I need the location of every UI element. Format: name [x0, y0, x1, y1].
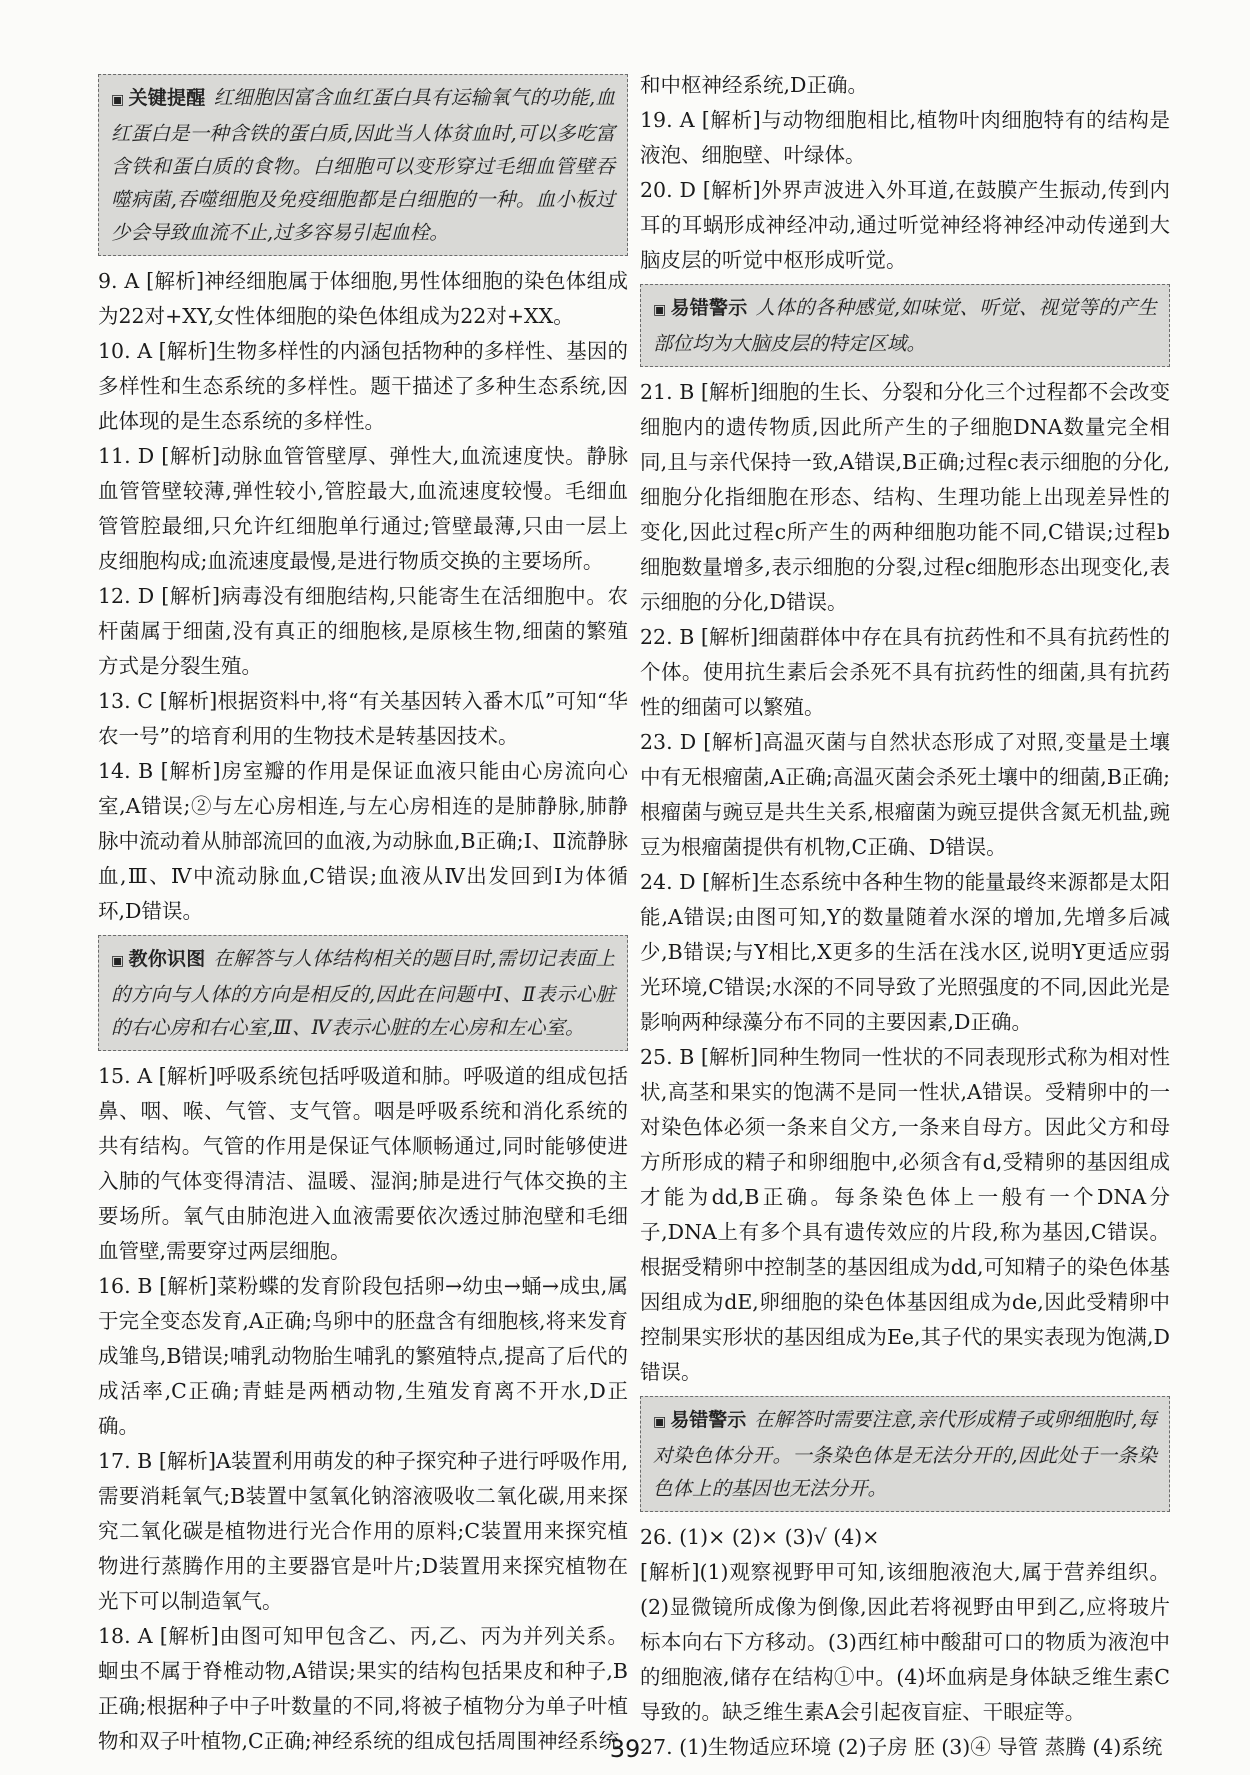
answer-10: 10. A [解析]生物多样性的内涵包括物种的多样性、基因的多样性和生态系统的多样性。题干描述了多种生态系统,因此体现的是生态系统的多样性。 [98, 339, 628, 433]
answer-22: 22. B [解析]细菌群体中存在具有抗药性和不具有抗药性的个体。使用抗生素后会杀死不具有抗药性的细菌,具有抗药性的细菌可以繁殖。 [640, 625, 1170, 719]
answer-19: 19. A [解析]与动物细胞相比,植物叶肉细胞特有的结构是液泡、细胞壁、叶绿体。 [640, 108, 1170, 167]
left-column [98, 68, 628, 1759]
answer-17: 17. B [解析]A装置利用萌发的种子探究种子进行呼吸作用,需要消耗氧气;B装置中氢氧化钠溶液吸收二氧化碳,用来探究二氧化碳是植物进行光合作用的原料;C装置用来探究植物进行蒸腾作用的主要器官是叶片;D装置用来探究植物在光下可以制造氧气。 [98, 1449, 628, 1613]
tip-icon: ▣ [653, 1414, 667, 1430]
tip-label: 教你识图 [128, 948, 206, 970]
tip-icon: ▣ [111, 92, 125, 108]
answer-9: 9. A [解析]神经细胞属于体细胞,男性体细胞的染色体组成为22对+XY,女性体细胞的染色体组成为22对+XX。 [98, 269, 628, 328]
answer-11: 11. D [解析]动脉血管管壁厚、弹性大,血流速度快。静脉血管管壁较薄,弹性较小,管腔最大,血流速度较慢。毛细血管管腔最细,只允许红细胞单行通过;管壁最薄,只由一层上皮细胞构成;血流速度最慢,是进行物质交换的主要场所。 [98, 444, 628, 573]
tip-box-common-mistake-2 [640, 1396, 1170, 1512]
answer-18: 18. A [解析]由图可知甲包含乙、丙,乙、丙为并列关系。蛔虫不属于脊椎动物,A错误;果实的结构包括果皮和种子,B正确;根据种子中子叶数量的不同,将被子植物分为单子叶植物和双子叶植物,C正确;神经系统的组成包括周围神经系统 [98, 1624, 628, 1753]
tip-text: 在解答与人体结构相关的题目时,需切记表面上的方向与人体的方向是相反的,因此在问题中Ⅰ、Ⅱ表示心脏的右心房和右心室,Ⅲ、Ⅳ表示心脏的左心房和左心室。 [111, 947, 615, 1039]
answer-23: 23. D [解析]高温灭菌与自然状态形成了对照,变量是土壤中有无根瘤菌,A正确;高温灭菌会杀死土壤中的细菌,B正确;根瘤菌与豌豆是共生关系,根瘤菌为豌豆提供含氮无机盐,豌豆为根瘤菌提供有机物,C正确、D错误。 [640, 730, 1170, 859]
tip-box-key-reminder [98, 74, 628, 256]
tip-text: 人体的各种感觉,如味觉、听觉、视觉等的产生部位均为大脑皮层的特定区域。 [653, 296, 1157, 355]
answer-16: 16. B [解析]菜粉蝶的发育阶段包括卵→幼虫→蛹→成虫,属于完全变态发育,A正确;鸟卵中的胚盘含有细胞核,将来发育成雏鸟,B错误;哺乳动物胎生哺乳的繁殖特点,提高了后代的成活率,C正确;青蛙是两栖动物,生殖发育离不开水,D正确。 [98, 1274, 628, 1438]
answer-21: 21. B [解析]细胞的生长、分裂和分化三个过程都不会改变细胞内的遗传物质,因此所产生的子细胞DNA数量完全相同,且与亲代保持一致,A错误,B正确;过程c表示细胞的分化,细胞分化指细胞在形态、结构、生理功能上出现差异性的变化,因此过程c所产生的两种细胞功能不同,C错误;过程b细胞数量增多,表示细胞的分裂,过程c细胞形态出现变化,表示细胞的分化,D错误。 [640, 380, 1170, 614]
tip-box-read-diagram [98, 935, 628, 1051]
answer-20: 20. D [解析]外界声波进入外耳道,在鼓膜产生振动,传到内耳的耳蜗形成神经冲动,通过听觉神经将神经冲动传递到大脑皮层的听觉中枢形成听觉。 [640, 178, 1170, 272]
answer-18-continued: 和中枢神经系统,D正确。 [640, 73, 868, 97]
answer-27: 27. (1)生物适应环境 (2)子房 胚 (3)④ 导管 蒸腾 (4)系统 [640, 1735, 1163, 1759]
tip-icon: ▣ [653, 302, 667, 318]
tip-text: 红细胞因富含血红蛋白具有运输氧气的功能,血红蛋白是一种含铁的蛋白质,因此当人体贫血时,可以多吃富含铁和蛋白质的食物。白细胞可以变形穿过毛细血管壁吞噬病菌,吞噬细胞及免疫细胞都是白细胞的一种。血小板过少会导致血流不止,过多容易引起血栓。 [111, 86, 615, 244]
answer-26-head: 26. (1)× (2)× (3)√ (4)× [640, 1525, 880, 1549]
tip-label: 关键提醒 [128, 87, 206, 109]
answer-14: 14. B [解析]房室瓣的作用是保证血液只能由心房流向心室,A错误;②与左心房相连,与左心房相连的是肺静脉,肺静脉中流动着从肺部流回的血液,为动脉血,B正确;Ⅰ、Ⅱ流静脉血,Ⅲ、Ⅳ中流动脉血,C错误;血液从Ⅳ出发回到Ⅰ为体循环,D错误。 [98, 759, 628, 923]
tip-icon: ▣ [111, 953, 125, 969]
answer-24: 24. D [解析]生态系统中各种生物的能量最终来源都是太阳能,A错误;由图可知,Y的数量随着水深的增加,先增多后减少,B错误;与Y相比,X更多的生活在浅水区,说明Y更适应弱光环境,C错误;水深的不同导致了光照强度的不同,因此光是影响两种绿藻分布不同的主要因素,D正确。 [640, 870, 1170, 1034]
page-number: 39 [609, 1735, 641, 1763]
tip-text: 在解答时需要注意,亲代形成精子或卵细胞时,每对染色体分开。一条染色体是无法分开的,因此处于一条染色体上的基因也无法分开。 [653, 1408, 1157, 1500]
right-column [640, 68, 1170, 1765]
tip-box-common-mistake [640, 284, 1170, 367]
tip-label: 易错警示 [670, 297, 748, 319]
answer-15: 15. A [解析]呼吸系统包括呼吸道和肺。呼吸道的组成包括鼻、咽、喉、气管、支气管。咽是呼吸系统和消化系统的共有结构。气管的作用是保证气体顺畅通过,同时能够使进入肺的气体变得清洁、温暖、湿润;肺是进行气体交换的主要场所。氧气由肺泡进入血液需要依次透过肺泡壁和毛细血管壁,需要穿过两层细胞。 [98, 1064, 628, 1263]
answer-26-explanation: [解析](1)观察视野甲可知,该细胞液泡大,属于营养组织。(2)显微镜所成像为倒像,因此若将视野由甲到乙,应将玻片标本向右下方移动。(3)西红柿中酸甜可口的物质为液泡中的细胞液,储存在结构①中。(4)坏血病是身体缺乏维生素C导致的。缺乏维生素A会引起夜盲症、干眼症等。 [640, 1560, 1170, 1724]
answer-12: 12. D [解析]病毒没有细胞结构,只能寄生在活细胞中。农杆菌属于细菌,没有真正的细胞核,是原核生物,细菌的繁殖方式是分裂生殖。 [98, 584, 628, 678]
answer-25: 25. B [解析]同种生物同一性状的不同表现形式称为相对性状,高茎和果实的饱满不是同一性状,A错误。受精卵中的一对染色体必须一条来自父方,一条来自母方。因此父方和母方所形成的精子和卵细胞中,必须含有d,受精卵的基因组成才能为dd,B正确。每条染色体上一般有一个DNA分子,DNA上有多个具有遗传效应的片段,称为基因,C错误。根据受精卵中控制茎的基因组成为dd,可知精子的染色体基因组成为dE,卵细胞的染色体基因组成为de,因此受精卵中控制果实形状的基因组成为Ee,其子代的果实表现为饱满,D错误。 [640, 1045, 1170, 1384]
tip-label: 易错警示 [670, 1409, 747, 1431]
answer-13: 13. C [解析]根据资料中,将“有关基因转入番木瓜”可知“华农一号”的培育利用的生物技术是转基因技术。 [98, 689, 628, 748]
